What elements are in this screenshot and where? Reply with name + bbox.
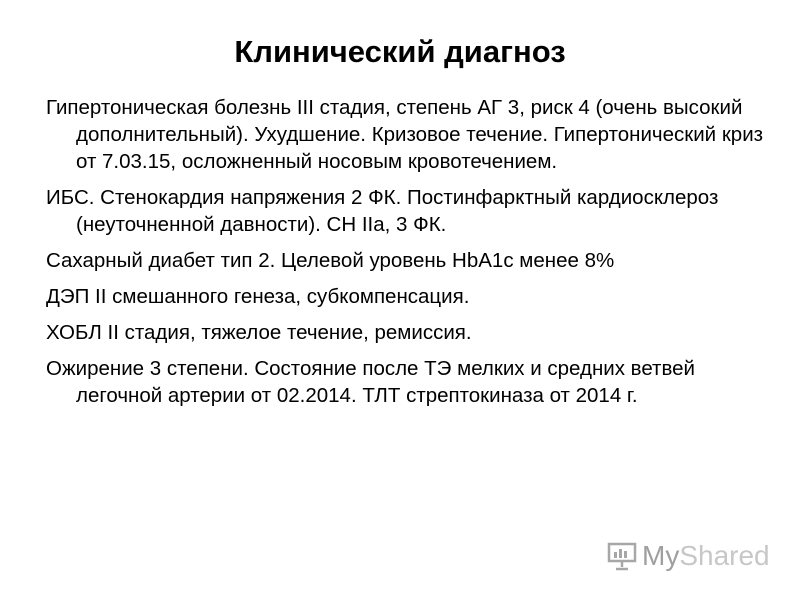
watermark-text-shared: Shared	[679, 540, 770, 571]
diagnosis-paragraph-hypertension: Гипертоническая болезнь III стадия, степень АГ 3, риск 4 (очень высокий дополнительный). Ухудшение. Кризовое течение. Гипертонический криз от 7.03.15, осложненный носовым кровотечением.	[46, 96, 764, 173]
slide-title: Клинический диагноз	[234, 34, 566, 69]
presentation-board-icon	[606, 540, 638, 572]
watermark-text	[642, 540, 770, 572]
diagnosis-list	[46, 94, 766, 418]
diagnosis-paragraph-obesity: Ожирение 3 степени. Состояние после ТЭ мелких и средних ветвей легочной артерии от 02.2014. ТЛТ стрептокиназа от 2014 г.	[46, 357, 695, 407]
watermark-text-my: My	[642, 540, 680, 571]
diagnosis-paragraph-copd: ХОБЛ II стадия, тяжелое течение, ремиссия.	[46, 321, 472, 344]
diagnosis-paragraph-encephalopathy: ДЭП II смешанного генеза, субкомпенсация.	[46, 285, 470, 308]
diagnosis-paragraph-ischemic-heart-disease: ИБС. Стенокардия напряжения 2 ФК. Постинфарктный кардиосклероз (неуточненной давности). СН IIа, 3 ФК.	[46, 186, 719, 236]
myshared-watermark	[606, 538, 770, 574]
diagnosis-paragraph-diabetes: Сахарный диабет тип 2. Целевой уровень HbA1c менее 8%	[46, 249, 615, 272]
